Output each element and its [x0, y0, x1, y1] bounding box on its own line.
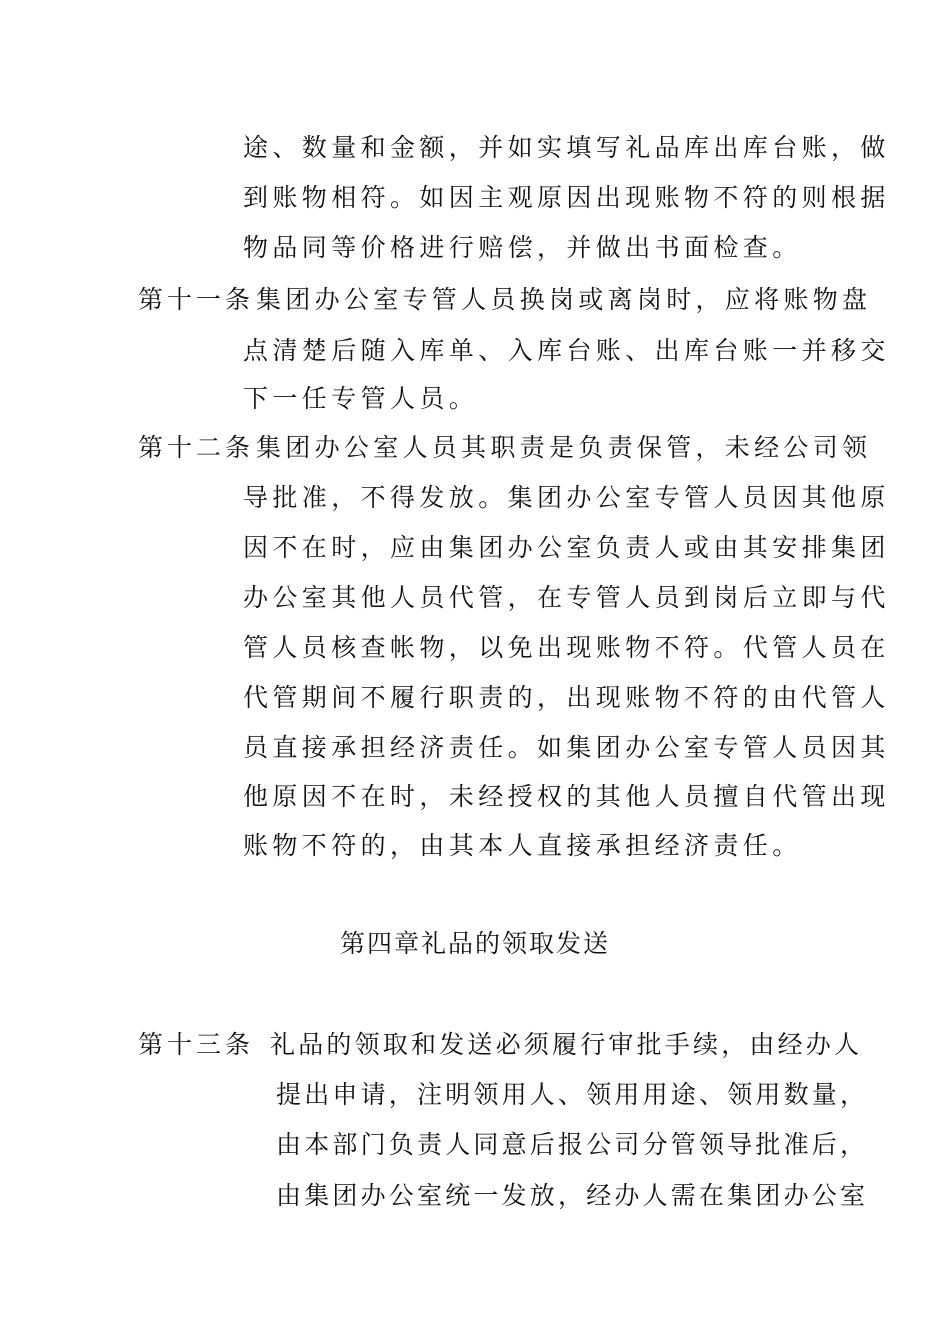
- article-13-line: 礼品的领取和发送必须履行审批手续，由经办人: [270, 1030, 863, 1059]
- article-12-line: 管人员核查帐物，以免出现账物不符。代管人员在: [243, 633, 890, 662]
- chapter-heading: 第四章礼品的领取发送: [339, 929, 610, 958]
- article-10-line: 到账物相符。如因主观原因出现账物不符的则根据: [243, 183, 890, 212]
- article-11-line: 下一任专管人员。: [243, 384, 479, 413]
- article-10-line: 途、数量和金额，并如实填写礼品库出库台账，做: [243, 133, 890, 162]
- article-12-line: 导批准，不得发放。集团办公室专管人员因其他原: [243, 483, 890, 512]
- article-12-number: 第十二条: [138, 433, 255, 462]
- article-12-line: 他原因不在时，未经授权的其他人员擅自代管出现: [243, 782, 890, 811]
- article-13-line: 由集团办公室统一发放，经办人需在集团办公室: [276, 1181, 869, 1210]
- article-11-line: 点清楚后随入库单、入库台账、出库台账一并移交: [243, 336, 890, 365]
- article-13-line: 由本部门负责人同意后报公司分管领导批准后，: [276, 1130, 869, 1159]
- article-12-line: 代管期间不履行职责的，出现账物不符的由代管人: [243, 683, 890, 712]
- article-12-line: 办公室其他人员代管，在专管人员到岗后立即与代: [243, 583, 890, 612]
- article-13-number: 第十三条: [138, 1030, 255, 1059]
- article-10-line: 物品同等价格进行赔偿，并做出书面检查。: [243, 233, 802, 262]
- article-11-line: 集团办公室专管人员换岗或离岗时，应将账物盘: [256, 285, 872, 314]
- article-11-number: 第十一条: [138, 285, 255, 314]
- article-12-line: 员直接承担经济责任。如集团办公室专管人员因其: [243, 733, 890, 762]
- article-12-line: 因不在时，应由集团办公室负责人或由其安排集团: [243, 533, 890, 562]
- article-13-first-line: [138, 1030, 862, 1060]
- article-11-first-line: [138, 285, 871, 315]
- article-12-first-line: [138, 433, 871, 463]
- article-13-line: 提出申请，注明领用人、领用用途、领用数量，: [276, 1080, 869, 1109]
- article-12-line: 账物不符的，由其本人直接承担经济责任。: [243, 831, 802, 860]
- article-12-line: 集团办公室人员其职责是负责保管，未经公司领: [256, 433, 872, 462]
